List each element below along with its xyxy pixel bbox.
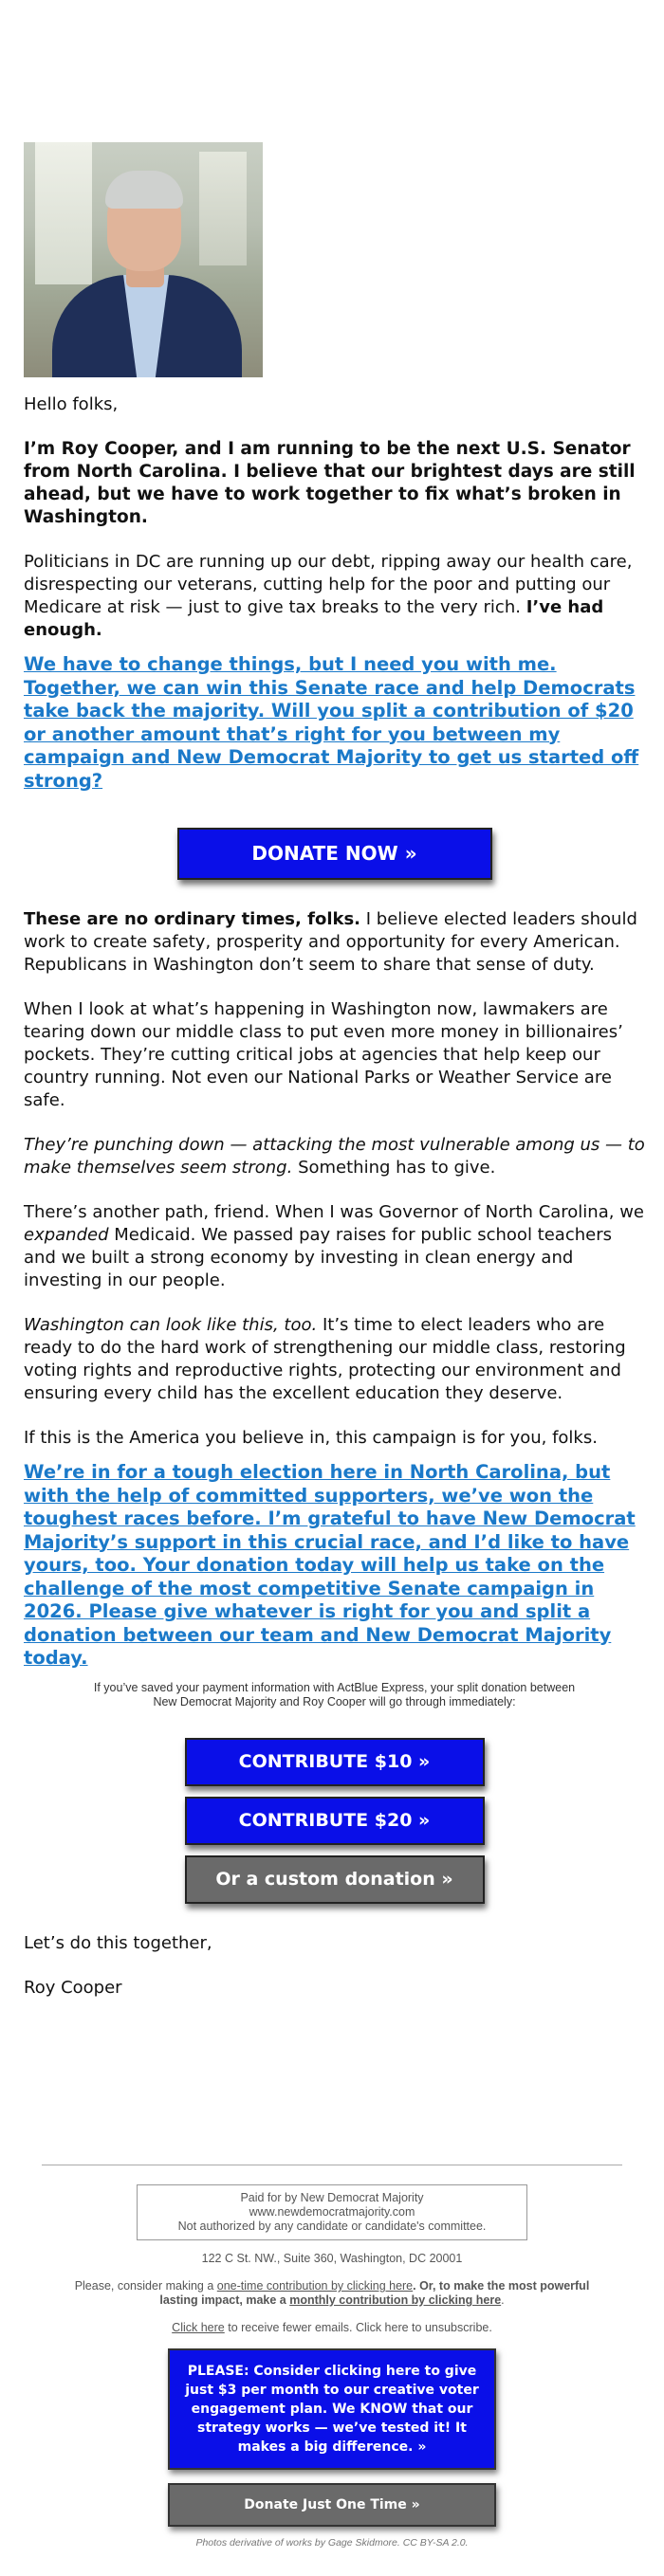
candidate-photo [24, 142, 263, 377]
fewer-emails-link[interactable]: Click here [172, 2321, 225, 2334]
tough-election-link-paragraph[interactable]: We’re in for a tough election here in North Carolina, but with the help of committed supporters, we’ve won the toughest races before. I’m grateful to have New Democrat Majority’s support in this crucial race, and I’d like to have yours, too. Your donation today will help us take on the challenge of the most competitive Senate campaign in 2026. Please give whatever is right for you and split a donation between our team and New Democrat Majority today. [24, 1461, 636, 1669]
email-body [24, 142, 645, 2000]
ordinary-times-paragraph: These are no ordinary times, folks. I believe elected leaders should work to create safety, prosperity and opportunity for every American. Republicans in Washington don’t seem to share that sense of duty. [24, 909, 637, 975]
email-preferences-line: Click here to receive fewer emails. Click here to unsubscribe. [172, 2321, 492, 2334]
footer [0, 2165, 664, 2550]
one-time-contribution-link[interactable]: one-time contribution by clicking here [216, 2279, 414, 2293]
one-time-donation-button[interactable]: Donate Just One Time » [168, 2483, 496, 2527]
address-line: 122 C St. NW., Suite 360, Washington, DC 20001 [201, 2252, 463, 2265]
greeting: Hello folks, [24, 394, 119, 414]
another-path-paragraph: There’s another path, friend. When I was Governor of North Carolina, we expanded Medicaid. We passed pay raises for public school teachers and we built a strong economy by investing in clean energy and investing in our people. [24, 1202, 644, 1290]
intro-paragraph: I’m Roy Cooper, and I am running to be the next U.S. Senator from North Carolina. I believe that our brightest days are still ahead, but we have to work together to fix what’s broken in Washington. [24, 439, 636, 527]
monthly-contribution-link[interactable]: monthly contribution by clicking here [289, 2293, 502, 2307]
paid-for-line: Paid for by New Democrat Majority [240, 2191, 424, 2204]
look-like-this-paragraph: Washington can look like this, too. It’s time to elect leaders who are ready to do the hard work of strengthening our middle class, restoring voting rights and reproductive rights, protecting our environment and ensuring every child has the excellent education they deserve. [24, 1315, 626, 1403]
washington-paragraph: When I look at what’s happening in Washington now, lawmakers are tearing down our middle class to put even more money in billionaires’ pockets. They’re cutting critical jobs at agencies that help keep our country running. Not even our National Parks or Weather Service are safe. [24, 999, 623, 1110]
donate-link-paragraph[interactable]: We have to change things, but I need you with me. Together, we can win this Senate race and help Democrats take back the majority. Will you split a contribution of $20 or another amount that’s right for you between my campaign and New Democrat Majority to get us started off strong? [24, 653, 639, 792]
contribute-20-button[interactable]: CONTRIBUTE $20 » [185, 1797, 485, 1845]
contribute-10-button[interactable]: CONTRIBUTE $10 » [185, 1738, 485, 1786]
website-line: www.newdemocratmajority.com [249, 2205, 415, 2219]
punching-down-paragraph: They’re punching down — attacking the most vulnerable among us — to make themselves seem strong. Something has to give. [24, 1135, 645, 1178]
closing-line: Let’s do this together, [24, 1932, 212, 1953]
donate-now-button[interactable]: DONATE NOW » [177, 828, 492, 880]
paid-for-box [137, 2184, 527, 2240]
actblue-note: If you’ve saved your payment information with ActBlue Express, your split donation between New Democrat Majority and Roy Cooper will go through immediately: [93, 1680, 576, 1708]
signature: Roy Cooper [24, 1977, 122, 1998]
monthly-donation-button[interactable]: PLEASE: Consider clicking here to give just $3 per month to our creative voter engagement plan. We KNOW that our strategy works — we’ve tested it! It makes a big difference. » [168, 2348, 496, 2470]
not-authorized-line: Not authorized by any candidate or candidate's committee. [177, 2220, 487, 2233]
custom-donation-button[interactable]: Or a custom donation » [185, 1855, 485, 1904]
politicians-paragraph: Politicians in DC are running up our debt, ripping away our health care, disrespecting our veterans, cutting help for the poor and putting our Medicare at risk — just to give tax breaks to the very rich. I’ve had enough. [24, 552, 633, 640]
contribution-options-line: Please, consider making a one-time contribution by clicking here. Or, to make the most powerful lasting impact, make a monthly contribution by clicking here. [74, 2279, 590, 2307]
america-paragraph: If this is the America you believe in, this campaign is for you, folks. [24, 1428, 598, 1448]
photo-credit: Photos derivative of works by Gage Skidmore. CC BY-SA 2.0. [195, 2537, 469, 2549]
